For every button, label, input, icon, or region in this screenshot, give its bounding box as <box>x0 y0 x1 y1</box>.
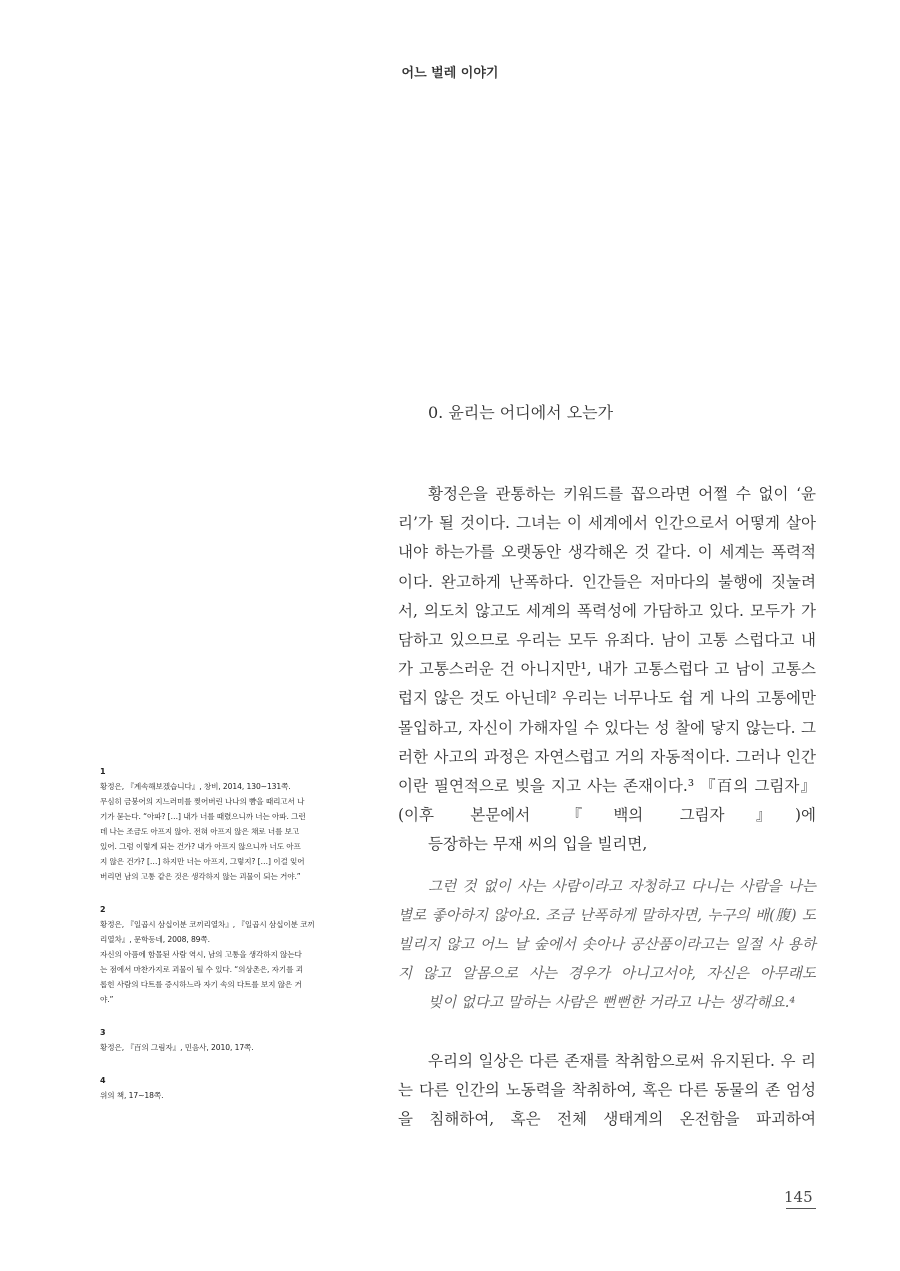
footnote-line: 는 점에서 마찬가지로 괴물이 될 수 있다. “의상촌은, 자기를 괴 <box>100 965 303 974</box>
body-paragraph-1 <box>398 480 816 860</box>
block-quote <box>398 872 816 1017</box>
footnote-3 <box>100 1025 344 1055</box>
quote-line: 별로 좋아하지 않아요. 조금 난폭하게 말하자면, 누구의 배(腹) <box>398 907 797 924</box>
footnote-line: 야.” <box>100 995 114 1004</box>
footnotes <box>100 764 344 1121</box>
footnote-line: 자신의 아픔에 함몰된 사람 역시, 남의 고통을 생각하지 않는다 <box>100 950 302 959</box>
quote-line: 도 빌리지 않고 어느 날 숲에서 솟아나 공산품이라고는 일절 사 <box>398 907 817 953</box>
footnote-line: 황정은, 『계속해보겠습니다』, 창비, 2014, 130~131쪽. <box>100 782 291 791</box>
footnote-number: 2 <box>100 905 106 914</box>
footnote-line: 위의 책, 17~18쪽. <box>100 1091 164 1100</box>
para2-line: 리는 다른 인간의 노동력을 착취하여, 혹은 다른 동물의 존 <box>398 1052 816 1100</box>
running-head: 어느 벌레 이야기 <box>401 66 499 81</box>
page-number: 145 <box>784 1188 813 1206</box>
footnote-line: 황정은, 『百의 그림자』, 민음사, 2010, 17쪽. <box>100 1043 254 1052</box>
page-number-rule <box>786 1208 816 1209</box>
para1-line: 존재이다.³ 『百의 그림자』(이후 본문에서 『백의 그림자』)에 <box>398 777 817 825</box>
quote-line: 용하지 않고 알몸으로 사는 경우가 아니고서야, 자신은 아무래도 <box>398 936 816 982</box>
para1-line: 게 나의 고통에만 몰입하고, 자신이 가해자일 수 있다는 성 <box>398 689 816 737</box>
para1-line: 자동적이다. 그러나 인간이란 필연적으로 빚을 지고 사는 <box>398 747 817 796</box>
footnote-number: 4 <box>100 1076 106 1085</box>
para1-line: 폭력적이다. 완고하게 난폭하다. 인간들은 저마다의 불행에 <box>398 543 816 591</box>
quote-line: 빚이 없다고 말하는 사람은 뻔뻔한 거라고 나는 생각해요.⁴ <box>428 994 796 1011</box>
para1-line: 찰에 닿지 않는다. 그러한 사고의 과정은 자연스럽고 거의 <box>398 718 816 766</box>
footnote-line: 무심히 금붕어의 지느러미를 찢어버린 나나의 뺨을 때리고서 나 <box>100 797 305 806</box>
para1-line: 리’가 될 것이다. 그녀는 이 세계에서 인간으로서 어떻게 <box>398 514 780 533</box>
para1-line: 등장하는 무재 씨의 입을 빌리면, <box>428 835 648 854</box>
para1-line: 살아내야 하는가를 오랫동안 생각해온 것 같다. 이 세계는 <box>398 514 816 562</box>
footnote-line: 버리면 남의 고통 같은 것은 생각하지 않는 괴물이 되는 거야.” <box>100 872 301 881</box>
footnote-4 <box>100 1073 344 1103</box>
quote-line: 그런 것 없이 사는 사람이라고 자청하고 다니는 사람을 나는 <box>428 878 816 895</box>
footnote-line: 황정은, 『일곱시 삼십이분 코끼리열차』, 『일곱시 삼십이분 코끼 <box>100 920 315 929</box>
footnote-line: 있어. 그럼 이렇게 되는 건가? 내가 아프지 않으니까 너도 아프 <box>100 842 301 851</box>
footnote-number: 1 <box>100 767 106 776</box>
footnote-line: 지 않은 건가? […] 하지만 너는 아프지, 그렇지? […] 이걸 잊어 <box>100 857 305 866</box>
para1-line: 황정은을 관통하는 키워드를 꼽으라면 어쩔 수 없이 ‘윤 <box>428 485 816 503</box>
para1-line: 모두가 가담하고 있으므로 우리는 모두 유죄다. 남이 고통 <box>398 601 816 650</box>
footnote-number: 3 <box>100 1028 106 1037</box>
body-paragraph-2 <box>398 1047 816 1135</box>
footnote-line: 기가 묻는다. “아파? […] 내가 너를 때렸으니까 너는 아파. 그런 <box>100 812 306 821</box>
para1-line: 짓눌려서, 의도치 않고도 세계의 폭력성에 가담하고 있다. <box>398 572 816 620</box>
para2-line: 엄성을 침해하여, 혹은 전체 생태계의 온전함을 파괴하여 <box>398 1081 816 1129</box>
para1-line: 고 남이 고통스럽지 않은 것도 아닌데² 우리는 너무나도 쉽 <box>398 660 816 708</box>
section-title: 0. 윤리는 어디에서 오는가 <box>428 403 614 422</box>
para1-line: 스럽다고 내가 고통스러운 건 아니지만¹, 내가 고통스럽다 <box>398 631 816 679</box>
footnote-2 <box>100 902 344 1007</box>
para2-line: 우리의 일상은 다른 존재를 착취함으로써 유지된다. 우 <box>428 1052 796 1070</box>
footnote-line: 리열차』, 문학동네, 2008, 89쪽. <box>100 935 210 944</box>
footnote-line: 데 나는 조금도 아프지 않아. 전혀 아프지 않은 채로 너를 보고 <box>100 827 300 836</box>
footnote-line: 롭힌 사람의 다트를 증시하느라 자기 속의 다트를 보지 않은 거 <box>100 980 302 989</box>
footnote-1 <box>100 764 344 884</box>
